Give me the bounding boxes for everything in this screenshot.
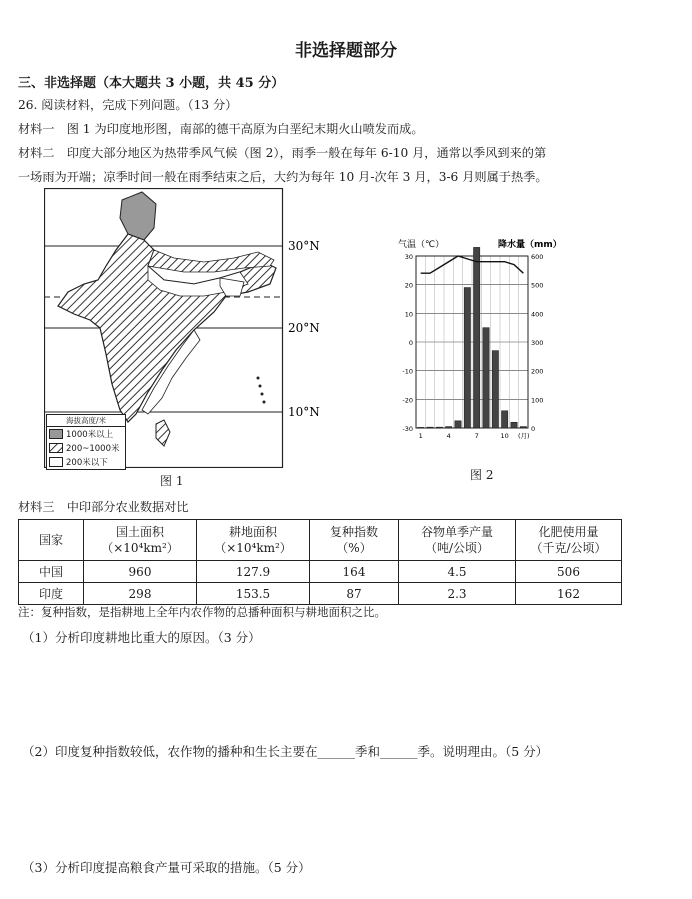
precip-tick-label: 600: [531, 253, 544, 261]
material-2-line-2: 一场雨为开端；凉季时间一般在雨季结束之后，大约为每年 10 月-次年 3 月，3-6 月则属于热季。: [18, 170, 548, 184]
precip-bar: [511, 422, 517, 428]
right-axis-title: 降水量（mm）: [498, 240, 562, 250]
lat-label-10: 10°N: [288, 405, 320, 419]
legend-item-low: 200米以下: [47, 455, 125, 469]
precip-tick-label: 300: [531, 339, 544, 347]
cell: 印度: [19, 583, 84, 605]
left-axis-title: 气温（℃）: [398, 240, 445, 250]
cell: 中国: [19, 561, 84, 583]
precip-bar: [427, 427, 433, 428]
month-tick-label: 4: [446, 432, 451, 440]
figure-1-caption: 图 1: [160, 474, 184, 488]
cell: 298: [84, 583, 197, 605]
header-land-area: 国土面积 （×10⁴km²）: [84, 520, 197, 561]
question-2: （2）印度复种指数较低，农作物的播种和生长主要在______季和______季。说明理由。（5 分）: [22, 744, 549, 759]
table-note: 注：复种指数，是指耕地上全年内农作物的总播种面积与耕地面积之比。: [18, 605, 386, 619]
table-header-row: [19, 520, 622, 561]
material-3-title: 材料三 中印部分农业数据对比: [18, 500, 189, 514]
header-arable-area: 耕地面积 （×10⁴km²）: [197, 520, 310, 561]
cell: 127.9: [197, 561, 310, 583]
precip-bar: [446, 427, 452, 428]
lat-label-20: 20°N: [288, 321, 320, 335]
agriculture-table: [18, 519, 622, 605]
material-1: 材料一 图 1 为印度地形图，南部的德干高原为白垩纪末期火山喷发而成。: [18, 122, 424, 136]
cell: 153.5: [197, 583, 310, 605]
cell: 960: [84, 561, 197, 583]
figure-1-map: [44, 188, 334, 468]
table-row: [19, 583, 622, 605]
temp-tick-label: -20: [402, 396, 413, 405]
temp-tick-label: -10: [402, 367, 413, 376]
figure-2-caption: 图 2: [470, 468, 494, 482]
precip-bar: [474, 247, 480, 428]
cell: 87: [310, 583, 399, 605]
month-tick-label: 10: [500, 432, 509, 440]
precip-bar: [502, 411, 508, 428]
cell: 2.3: [399, 583, 516, 605]
header-multiple-cropping: 复种指数 （%）: [310, 520, 399, 561]
precip-bar: [483, 328, 489, 428]
precip-bar: [455, 421, 461, 428]
precip-bar: [492, 351, 498, 428]
precip-bar: [436, 427, 442, 428]
temp-tick-label: 0: [408, 339, 413, 347]
precip-bar: [464, 288, 470, 428]
material-2-line-1: 材料二 印度大部分地区为热带季风气候（图 2），雨季一般在每年 6-10 月，通常以季风到来的第: [18, 146, 547, 160]
map-legend: [46, 414, 126, 470]
section-header: 三、非选择题（本大题共 3 小题，共 45 分）: [18, 76, 285, 91]
x-unit-label: (月): [518, 432, 530, 440]
table-row: [19, 561, 622, 583]
precip-bar: [520, 427, 526, 428]
cell: 162: [516, 583, 622, 605]
temp-tick-label: -30: [402, 425, 413, 433]
precip-tick-label: 400: [531, 310, 544, 319]
precip-tick-label: 0: [531, 425, 536, 433]
header-grain-yield: 谷物单季产量 （吨/公顷）: [399, 520, 516, 561]
header-country: 国家: [19, 520, 84, 561]
temp-tick-label: 20: [404, 281, 413, 290]
precip-tick-label: 100: [531, 396, 544, 405]
question-1: （1）分析印度耕地比重大的原因。（3 分）: [22, 630, 261, 645]
precip-tick-label: 500: [531, 281, 544, 290]
legend-title: 海拔高度/米: [47, 415, 125, 427]
precip-tick-label: 200: [531, 367, 544, 376]
cell: 164: [310, 561, 399, 583]
legend-item-high: 1000米以上: [47, 427, 125, 441]
legend-item-mid: 200~1000米: [47, 441, 125, 455]
month-tick-label: 1: [418, 432, 423, 440]
page-title: 非选择题部分: [295, 41, 397, 61]
temp-tick-label: 10: [404, 310, 413, 319]
climate-chart: [394, 236, 564, 448]
month-tick-label: 7: [474, 432, 479, 440]
temp-tick-label: 30: [404, 253, 413, 261]
cell: 4.5: [399, 561, 516, 583]
precip-bar: [418, 427, 424, 428]
header-fertilizer: 化肥使用量 （千克/公顷）: [516, 520, 622, 561]
figure-2-chart: [394, 236, 564, 448]
lat-label-30: 30°N: [288, 239, 320, 253]
question-intro: 26. 阅读材料，完成下列问题。（13 分）: [18, 98, 238, 112]
question-3: （3）分析印度提高粮食产量可采取的措施。（5 分）: [22, 860, 311, 875]
cell: 506: [516, 561, 622, 583]
